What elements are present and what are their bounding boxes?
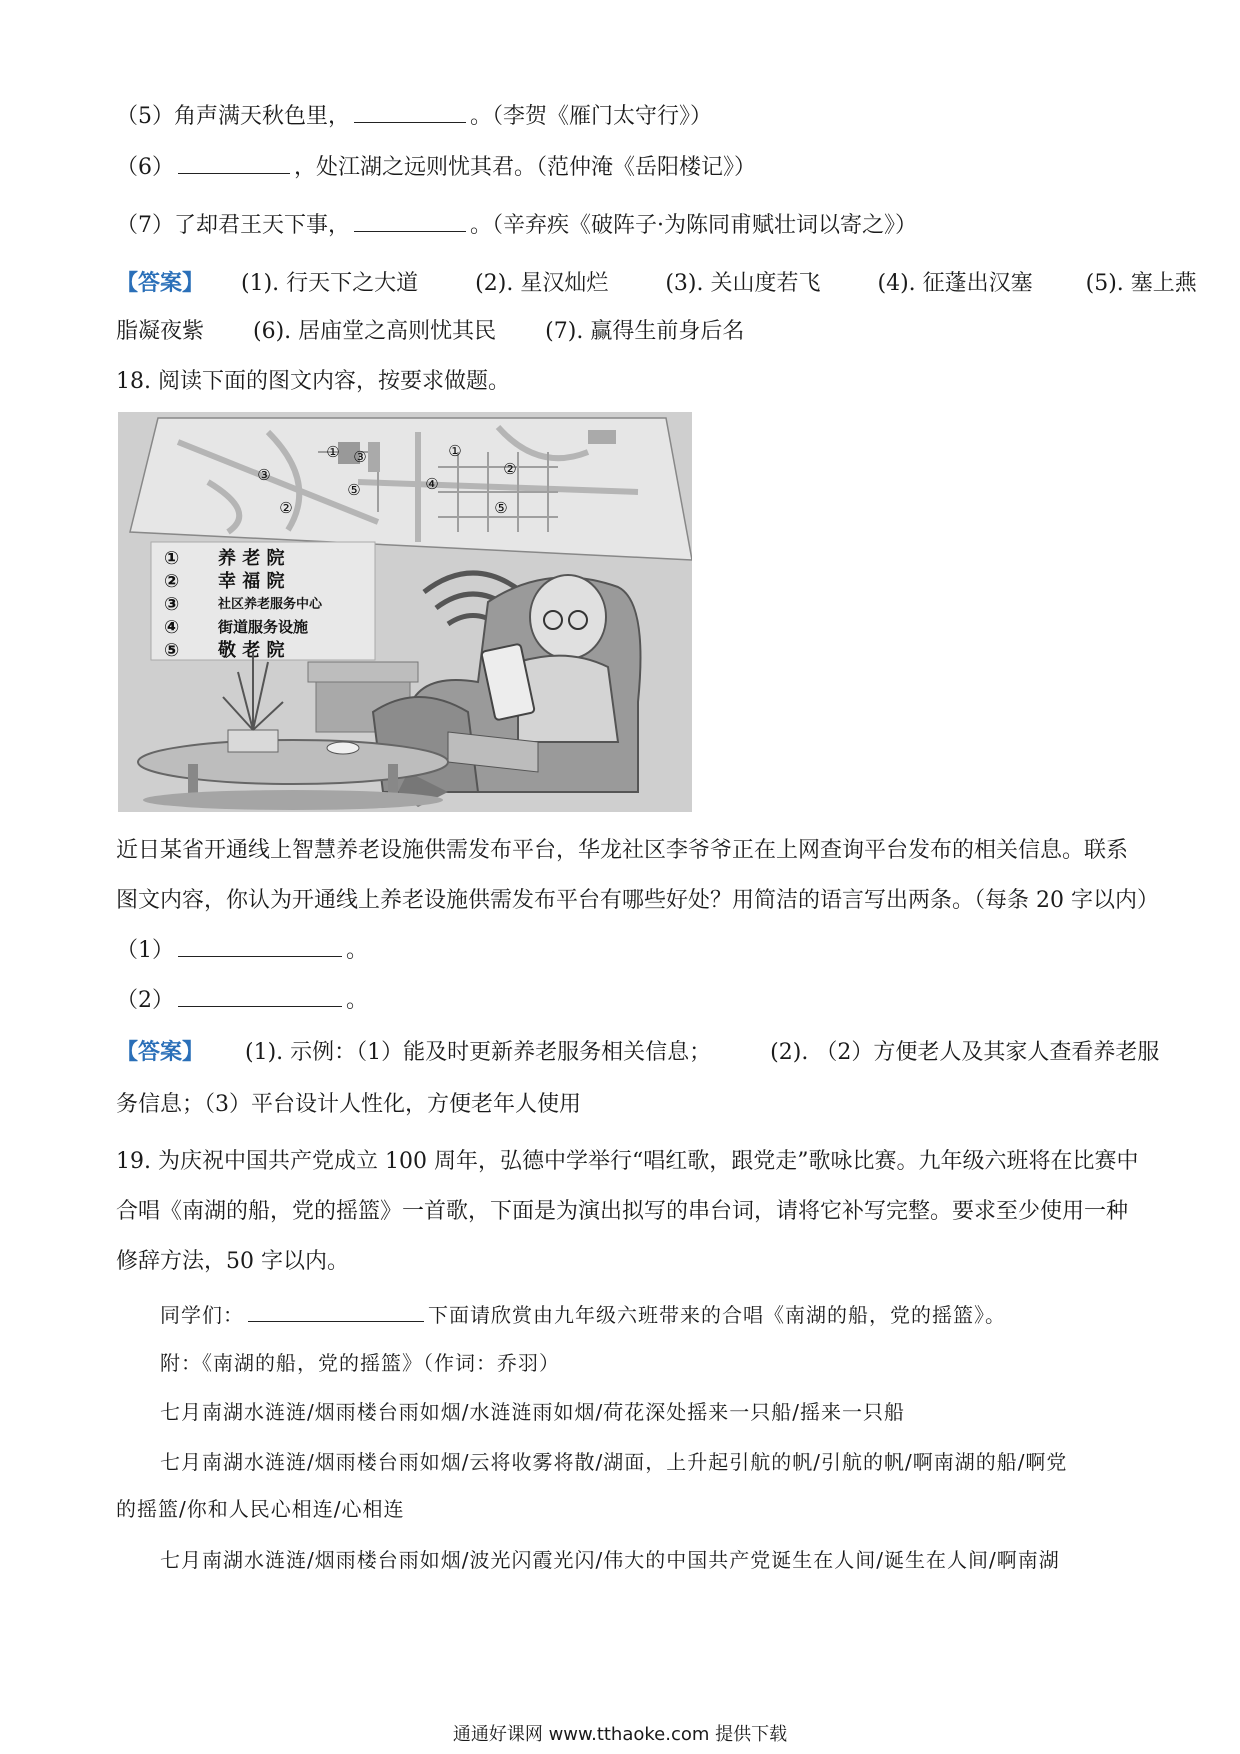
answer17-item: (1). 行天下之大道	[241, 271, 419, 296]
map-label-5: ⑤	[494, 499, 508, 517]
legend-item-label: 敬 老 院	[218, 640, 285, 661]
song-attach: 附：《南湖的船，党的摇篮》（作词：乔羽）	[160, 1351, 560, 1375]
answer17-item: (3). 关山度若飞	[665, 271, 821, 296]
answer17-line2	[116, 317, 1132, 347]
q19-answer-blank[interactable]	[248, 1303, 424, 1322]
answer17-item: (7). 赢得生前身后名	[545, 319, 745, 344]
q18-para-line1: 近日某省开通线上智慧养老设施供需发布平台，华龙社区李爷爷正在上网查询平台发布的相关信息。联系	[116, 838, 1129, 863]
answer18-item: (1). 示例：（1）能及时更新养老服务相关信息；	[245, 1040, 712, 1065]
q19-host-line	[160, 1300, 1132, 1330]
host-prefix: 同学们：	[160, 1303, 244, 1327]
elderly-man-head	[530, 575, 606, 659]
map-label-3: ③	[257, 466, 271, 484]
illustration-svg	[118, 412, 692, 812]
q6-line	[116, 153, 1132, 183]
lyric-line: 七月南湖水涟涟/烟雨楼台雨如烟/波光闪霞光闪/伟大的中国共产党诞生在人间/诞生在人间/啊南湖	[160, 1548, 1060, 1572]
answer17-line1	[116, 268, 1197, 299]
answer17-text: 脂凝夜紫	[116, 319, 205, 344]
answer18-line1	[116, 1037, 1160, 1068]
lyric-line: 七月南湖水涟涟/烟雨楼台雨如烟/云将收雾将散/湖面，上升起引航的帆/引航的帆/啊南湖的船/啊党	[160, 1450, 1068, 1474]
q18-blank1-line	[116, 936, 1132, 966]
map-label-3: ③	[353, 448, 367, 466]
q19-line1: 19. 为庆祝中国共产党成立 100 周年，弘德中学举行“唱红歌，跟党走”歌咏比赛。九年级六班将在比赛中	[116, 1149, 1139, 1174]
q5-blank[interactable]	[354, 104, 466, 123]
q18-blank1-prefix: （1）	[116, 938, 174, 963]
q6-prefix: （6）	[116, 155, 174, 180]
coffee-table	[138, 740, 448, 784]
q7-blank[interactable]	[354, 213, 466, 232]
lyric-line: 七月南湖水涟涟/烟雨楼台雨如烟/水涟涟雨如烟/荷花深处摇来一只船/摇来一只船	[160, 1400, 905, 1424]
q7-suffix: 。（辛弃疾《破阵子·为陈同甫赋壮词以寄之》）	[470, 213, 917, 238]
q6-blank[interactable]	[178, 155, 290, 174]
answer17-item: (6). 居庙堂之高则忧其民	[253, 319, 497, 344]
map-label-5: ⑤	[347, 481, 361, 499]
q18-para-line2: 图文内容，你认为开通线上养老设施供需发布平台有哪些好处？用简洁的语言写出两条。（每条 20 字以内）	[116, 888, 1159, 913]
q19-line2: 合唱《南湖的船，党的摇篮》一首歌，下面是为演出拟写的串台词，请将它补写完整。要求至少使用一种	[116, 1199, 1129, 1224]
answer18-item: (2). （2）方便老人及其家人查看养老服	[770, 1040, 1160, 1065]
legend-num: ④	[164, 617, 180, 638]
map-label-4: ④	[425, 475, 439, 493]
q5-line	[116, 102, 1132, 132]
legend-item-label: 街道服务设施	[218, 618, 309, 636]
answer17-item: (2). 星汉灿烂	[475, 271, 609, 296]
legend-item-label: 社区养老服务中心	[218, 597, 323, 612]
q18-blank2-line	[116, 986, 1132, 1016]
q6-suffix: ，处江湖之远则忧其君。（范仲淹《岳阳楼记》）	[294, 155, 757, 180]
answer-tag: 【答案】	[116, 270, 205, 296]
q18-blank2-prefix: （2）	[116, 988, 174, 1013]
q7-line	[116, 211, 1132, 241]
footer-source: 通通好课网 www.tthaoke.com 提供下载	[452, 1724, 788, 1745]
legend-num: ⑤	[164, 640, 180, 661]
legend-num: ③	[164, 594, 180, 615]
lyric-line: 的摇篮/你和人民心相连/心相连	[116, 1497, 405, 1521]
legend-item-label: 养 老 院	[218, 548, 285, 569]
map-label-2: ②	[503, 460, 517, 478]
q5-prefix: （5）角声满天秋色里，	[116, 104, 350, 129]
q18-blank1-suffix: 。	[346, 938, 369, 963]
legend-num: ①	[164, 548, 180, 569]
answer17-item: (4). 征蓬出汉塞	[877, 271, 1033, 296]
q18-title: 18. 阅读下面的图文内容，按要求做题。	[116, 369, 510, 394]
answer17-item: (5). 塞上燕	[1085, 271, 1197, 296]
map-label-1: ①	[326, 443, 340, 461]
q7-prefix: （7）了却君王天下事，	[116, 213, 350, 238]
answer-tag: 【答案】	[116, 1039, 205, 1065]
answer18-line2: 务信息；（3）平台设计人性化，方便老年人使用	[116, 1092, 581, 1117]
legend-num: ②	[164, 571, 180, 592]
elderly-care-illustration	[118, 412, 692, 812]
q19-line3: 修辞方法，50 字以内。	[116, 1249, 349, 1274]
q18-blank2-suffix: 。	[346, 988, 369, 1013]
q18-answer-blank-2[interactable]	[178, 988, 342, 1007]
map-label-2: ②	[279, 499, 293, 517]
legend-item-label: 幸 福 院	[218, 571, 285, 592]
plant-pot	[228, 730, 278, 752]
q18-answer-blank-1[interactable]	[178, 938, 342, 957]
host-suffix: 下面请欣赏由九年级六班带来的合唱《南湖的船，党的摇篮》。	[428, 1303, 1006, 1327]
q5-suffix: 。（李贺《雁门太守行》）	[470, 104, 713, 129]
map-label-1: ①	[448, 442, 462, 460]
